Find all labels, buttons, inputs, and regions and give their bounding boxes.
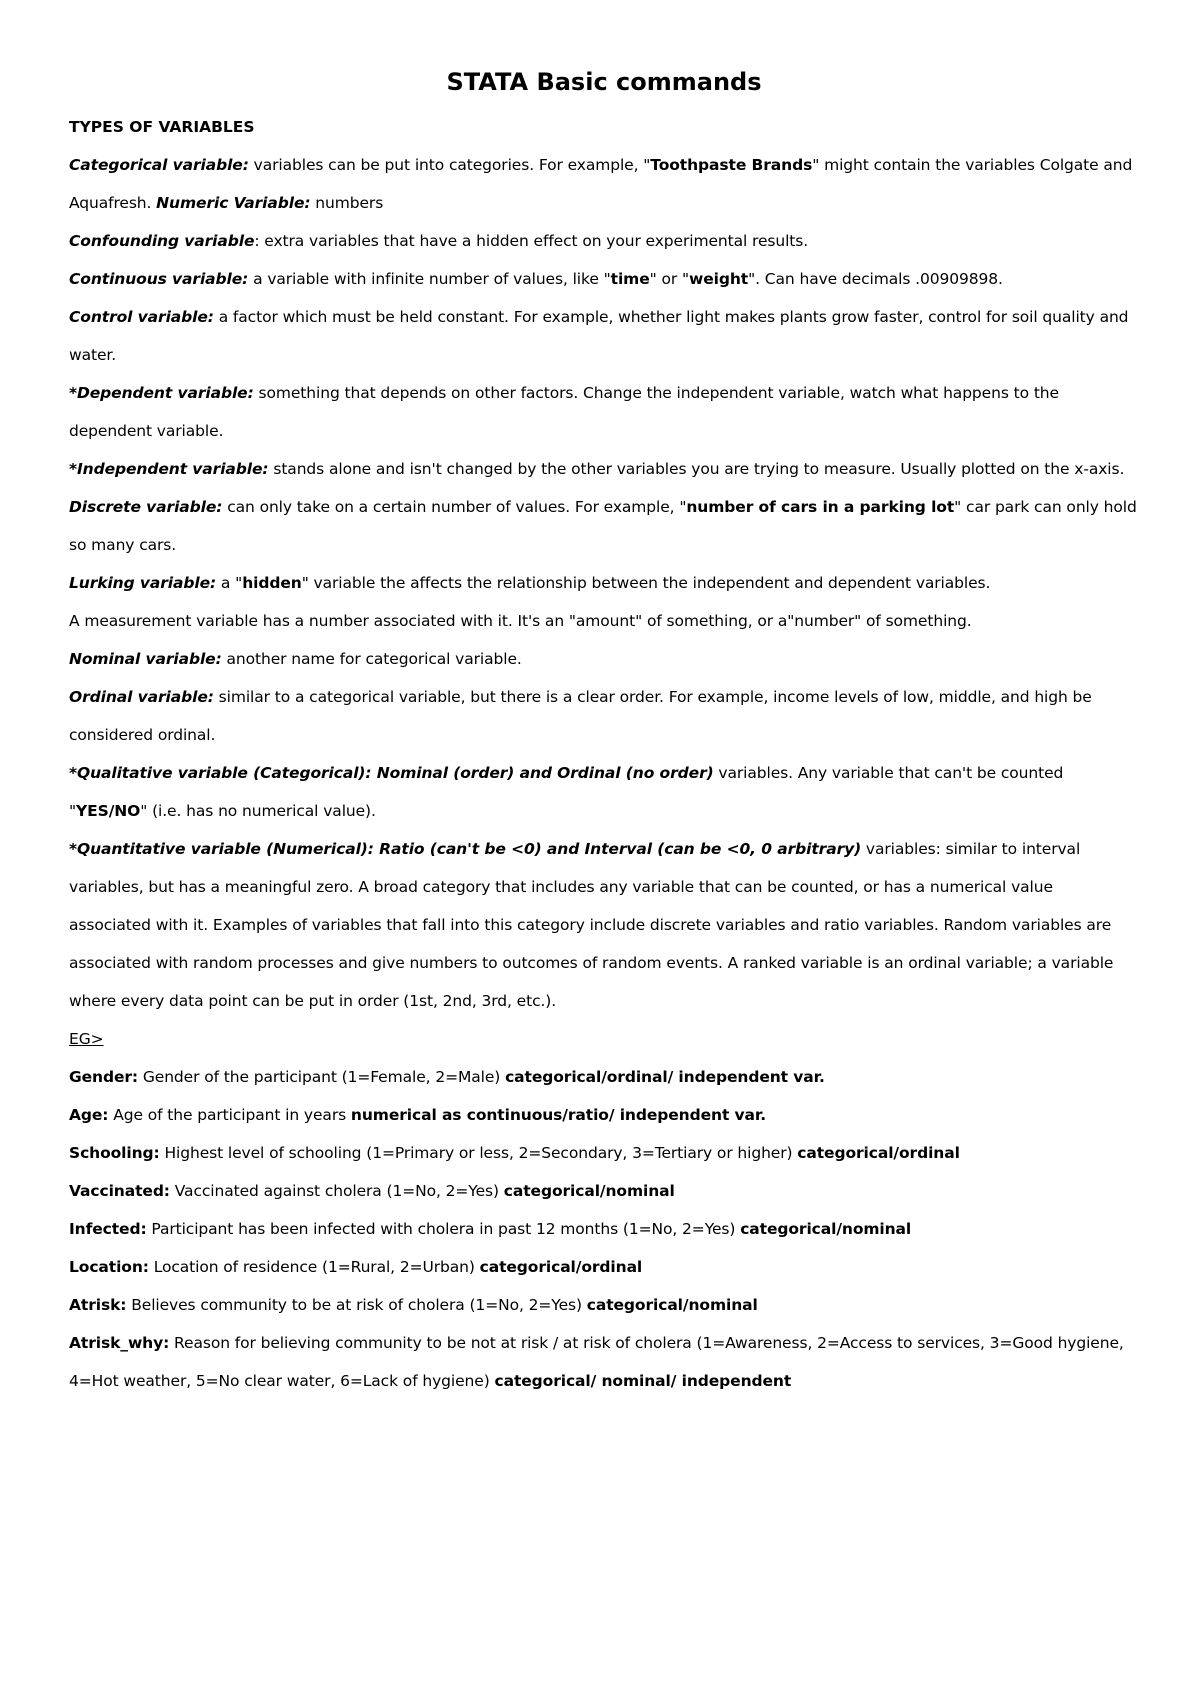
paragraph-infected (69, 1210, 1139, 1248)
paragraph-dependent (69, 374, 1139, 450)
paragraph-emphasis: numerical as continuous/ratio/ independent var. (350, 1106, 767, 1124)
paragraph-emphasis: categorical/ nominal/ independent (494, 1372, 792, 1390)
paragraph-text: ". Can have decimals .00909898. (748, 270, 1003, 288)
paragraph-confounding (69, 222, 1139, 260)
paragraph-emphasis: Discrete variable: (69, 498, 223, 516)
paragraph-emphasis: YES/NO (76, 802, 141, 820)
paragraph-text: stands alone and isn't changed by the other variables you are trying to measure. Usually plotted on the x-axis. (268, 460, 1125, 478)
paragraph-emphasis: Lurking variable: (69, 574, 217, 592)
document-body (69, 146, 1139, 1400)
paragraph-text: variables can be put into categories. For example, " (248, 156, 651, 174)
paragraph-text: similar to a categorical variable, but there is a clear order. For example, income levels of low, middle, and high be considered ordinal. (69, 688, 1092, 744)
paragraph-atrisk (69, 1286, 1139, 1324)
paragraph-text: " or " (649, 270, 690, 288)
paragraph-emphasis: EG> (69, 1030, 104, 1048)
section-heading: TYPES OF VARIABLES (69, 118, 255, 136)
paragraph-emphasis: Location: (69, 1258, 149, 1276)
paragraph-text: " (i.e. has no numerical value). (140, 802, 376, 820)
paragraph-vaccinated (69, 1172, 1139, 1210)
paragraph-emphasis: Atrisk_why: (69, 1334, 170, 1352)
paragraph-text: variables. Any variable that can't be counted " (69, 764, 1064, 820)
paragraph-text: " variable the affects the relationship between the independent and dependent variables. (301, 574, 991, 592)
paragraph-ordinal (69, 678, 1139, 754)
paragraph-emphasis: Numeric Variable: (156, 194, 311, 212)
paragraph-emphasis: *Quantitative variable (Numerical): Ratio (can't be <0) and Interval (can be <0, 0 arbitrary) (69, 840, 862, 858)
paragraph-text: Reason for believing community to be not at risk / at risk of cholera (1=Awareness, 2=Access to services, 3=Good hygiene, 4=Hot weather, 5=No clear water, 6=Lack of hygiene) (69, 1334, 1124, 1390)
paragraph-emphasis: categorical/nominal (586, 1296, 758, 1314)
paragraph-emphasis: Infected: (69, 1220, 147, 1238)
paragraph-lurking (69, 564, 1139, 602)
paragraph-independent (69, 450, 1139, 488)
paragraph-emphasis: Categorical variable: (69, 156, 249, 174)
paragraph-emphasis: Gender: (69, 1068, 139, 1086)
paragraph-text: Believes community to be at risk of cholera (1=No, 2=Yes) (126, 1296, 587, 1314)
paragraph-text: a factor which must be held constant. For example, whether light makes plants grow faster, control for soil quality and water. (69, 308, 1129, 364)
page-title: STATA Basic commands (446, 68, 762, 96)
paragraph-measurement (69, 602, 1139, 640)
paragraph-text: " might contain the variables Colgate and Aquafresh. (69, 156, 1133, 212)
paragraph-emphasis: categorical/ordinal/ independent var. (505, 1068, 825, 1086)
document-page (69, 0, 1139, 1400)
paragraph-text: Gender of the participant (1=Female, 2=Male) (138, 1068, 506, 1086)
paragraph-atrisk-why (69, 1324, 1139, 1400)
paragraph-schooling (69, 1134, 1139, 1172)
paragraph-emphasis: Ordinal variable: (69, 688, 214, 706)
paragraph-discrete (69, 488, 1139, 564)
paragraph-text: Vaccinated against cholera (1=No, 2=Yes) (169, 1182, 504, 1200)
paragraph-text: variables: similar to interval variables, but has a meaningful zero. A broad category that includes any variable that can be counted, or has a numerical value associated with it. Examples of variables that fall into this category include discrete variables and ratio variables. Random variables are associated with random processes and give numbers to outcomes of random events. A ranked variable is an ordinal variable; a variable where every data point can be put in order (1st, 2nd, 3rd, etc.). (69, 840, 1114, 1010)
paragraph-emphasis: *Dependent variable: (69, 384, 254, 402)
paragraph-nominal (69, 640, 1139, 678)
paragraph-emphasis: time (610, 270, 650, 288)
paragraph-control (69, 298, 1139, 374)
paragraph-text: Participant has been infected with cholera in past 12 months (1=No, 2=Yes) (146, 1220, 741, 1238)
paragraph-text: a " (216, 574, 243, 592)
paragraph-emphasis: categorical/nominal (503, 1182, 675, 1200)
paragraph-emphasis: *Independent variable: (69, 460, 269, 478)
paragraph-text: : extra variables that have a hidden effect on your experimental results. (254, 232, 809, 250)
paragraph-emphasis: number of cars in a parking lot (686, 498, 955, 516)
paragraph-gender (69, 1058, 1139, 1096)
paragraph-text: numbers (310, 194, 384, 212)
paragraph-text: Highest level of schooling (1=Primary or less, 2=Secondary, 3=Tertiary or higher) (159, 1144, 798, 1162)
paragraph-emphasis: Vaccinated: (69, 1182, 170, 1200)
paragraph-emphasis: hidden (242, 574, 302, 592)
paragraph-location (69, 1248, 1139, 1286)
paragraph-emphasis: Toothpaste Brands (650, 156, 813, 174)
paragraph-emphasis: *Qualitative variable (Categorical): Nominal (order) and Ordinal (no order) (69, 764, 714, 782)
paragraph-emphasis: categorical/nominal (740, 1220, 912, 1238)
paragraph-emphasis: categorical/ordinal (797, 1144, 960, 1162)
paragraph-text: something that depends on other factors. Change the independent variable, watch what happens to the dependent variable. (69, 384, 1059, 440)
paragraph-emphasis: categorical/ordinal (479, 1258, 643, 1276)
paragraph-categorical (69, 146, 1139, 222)
paragraph-text: Location of residence (1=Rural, 2=Urban) (148, 1258, 480, 1276)
paragraph-text: A measurement variable has a number associated with it. It's an "amount" of something, or a"number" of something. (69, 612, 972, 630)
paragraph-emphasis: weight (689, 270, 749, 288)
paragraph-emphasis: Schooling: (69, 1144, 160, 1162)
paragraph-age (69, 1096, 1139, 1134)
paragraph-text: a variable with infinite number of values, like " (248, 270, 611, 288)
paragraph-eg (69, 1020, 1139, 1058)
paragraph-quantitative (69, 830, 1139, 1020)
paragraph-emphasis: Control variable: (69, 308, 214, 326)
paragraph-continuous (69, 260, 1139, 298)
paragraph-qualitative (69, 754, 1139, 830)
paragraph-text: another name for categorical variable. (221, 650, 522, 668)
paragraph-emphasis: Continuous variable: (69, 270, 249, 288)
paragraph-text: can only take on a certain number of values. For example, " (222, 498, 687, 516)
paragraph-emphasis: Atrisk: (69, 1296, 127, 1314)
paragraph-emphasis: Age: (69, 1106, 109, 1124)
paragraph-text: Age of the participant in years (108, 1106, 351, 1124)
paragraph-emphasis: Nominal variable: (69, 650, 222, 668)
paragraph-emphasis: Confounding variable (69, 232, 255, 250)
paragraph-text: " car park can only hold so many cars. (69, 498, 1137, 554)
